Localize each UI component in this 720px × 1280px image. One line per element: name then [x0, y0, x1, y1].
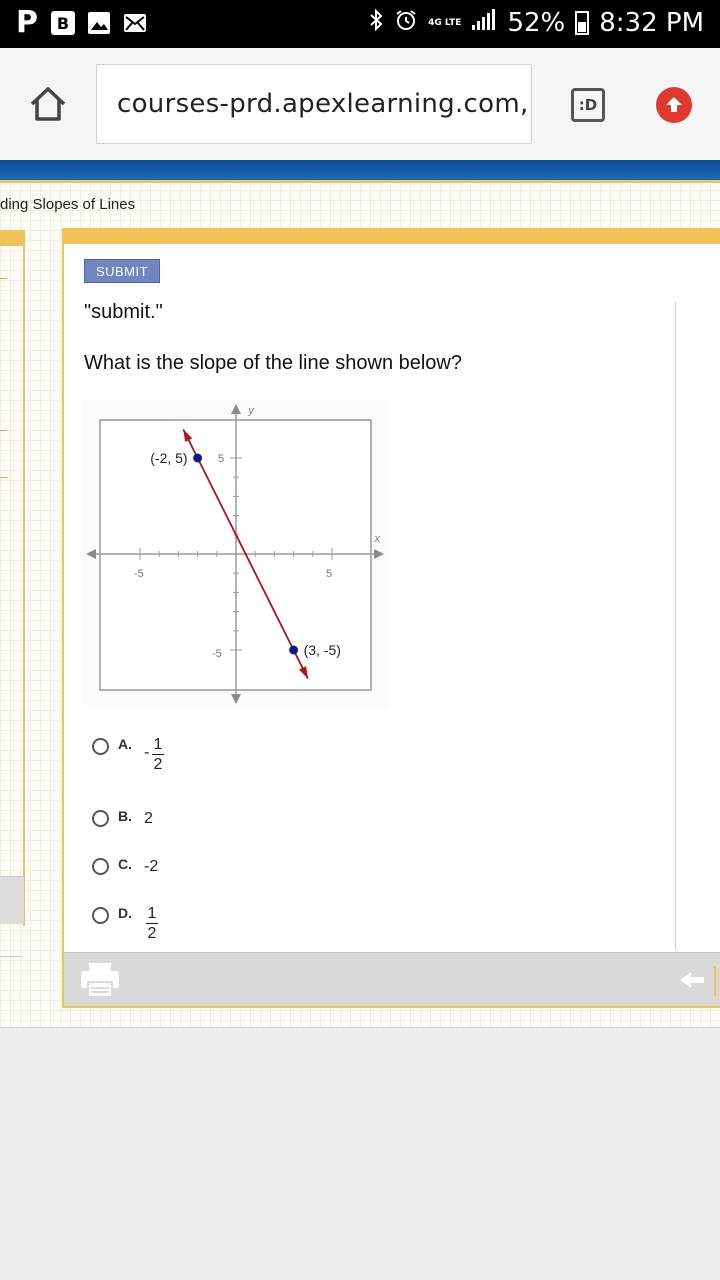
- instruction-text: "submit.": [84, 301, 163, 323]
- back-arrow-icon[interactable]: [678, 970, 706, 990]
- radio-button[interactable]: [92, 810, 109, 827]
- clock: 8:32 PM: [599, 8, 704, 38]
- header-band: [0, 160, 720, 180]
- x-tick-5: 5: [326, 568, 333, 580]
- question-panel-header: [62, 228, 720, 244]
- scroll-divider: [675, 302, 676, 950]
- tabs-button[interactable]: :D: [571, 88, 605, 122]
- graph-point-1: [193, 454, 202, 463]
- choice-letter: A.: [118, 736, 132, 752]
- choice-letter: D.: [118, 905, 132, 921]
- print-icon[interactable]: [80, 962, 120, 998]
- x-tick-neg5: -5: [134, 568, 144, 580]
- y-tick-neg5: -5: [212, 648, 222, 660]
- point-2-label: (3, -5): [303, 642, 341, 658]
- breadcrumb: ding Slopes of Lines: [0, 196, 136, 213]
- signal-icon: [471, 9, 497, 37]
- alarm-icon: [394, 8, 418, 38]
- y-axis-label: y: [248, 404, 255, 417]
- graph-point-2: [289, 646, 298, 655]
- fraction-numerator: 1: [147, 905, 157, 922]
- left-panel-tick: [0, 477, 7, 478]
- home-icon[interactable]: [28, 84, 68, 124]
- fraction-denominator: 2: [147, 925, 157, 942]
- radio-button[interactable]: [92, 858, 109, 875]
- url-bar[interactable]: [96, 64, 532, 144]
- left-panel-header: [0, 230, 24, 246]
- gallery-icon: [86, 10, 112, 36]
- browser-toolbar: [0, 48, 720, 160]
- submit-button[interactable]: SUBMIT: [84, 259, 160, 283]
- footer-separator: [714, 966, 716, 996]
- fraction-denominator: 2: [153, 756, 163, 773]
- radio-button[interactable]: [92, 738, 109, 755]
- battery-icon: [575, 11, 589, 35]
- left-panel-footer: [0, 876, 24, 924]
- x-axis-label: x: [374, 532, 381, 545]
- web-page: [0, 160, 720, 1028]
- question-text: What is the slope of the line shown below?: [84, 352, 462, 374]
- choice-letter: C.: [118, 856, 132, 872]
- slope-graph: [82, 400, 388, 706]
- bluetooth-icon: [368, 8, 384, 38]
- radio-button[interactable]: [92, 907, 109, 924]
- left-panel-tick: [0, 430, 7, 431]
- header-gold-line: [0, 180, 720, 183]
- left-panel-border: [23, 230, 25, 926]
- left-panel-tick: [0, 278, 7, 279]
- status-bar: [0, 0, 720, 48]
- left-panel-rule: [0, 956, 22, 957]
- page-bottom-rule: [0, 1027, 720, 1028]
- mail-icon: [122, 10, 148, 36]
- fraction-numerator: 1: [153, 736, 163, 753]
- point-1-label: (-2, 5): [150, 450, 188, 466]
- answer-fraction: [146, 905, 158, 942]
- network-type: 4G LTE: [428, 17, 462, 28]
- upload-icon[interactable]: [656, 87, 692, 123]
- answer-value: -2: [144, 858, 159, 875]
- battery-percent: 52%: [507, 8, 566, 38]
- choice-letter: B.: [118, 808, 132, 824]
- bbm-icon: B: [50, 10, 76, 36]
- pandora-icon: P: [16, 5, 38, 40]
- url-text: courses-prd.apexlearning.com,: [117, 89, 529, 119]
- answer-value: 2: [144, 810, 153, 827]
- question-footer: [64, 952, 720, 1006]
- answer-sign: -: [144, 744, 150, 761]
- answer-fraction: [152, 736, 164, 773]
- y-tick-5: 5: [218, 453, 225, 465]
